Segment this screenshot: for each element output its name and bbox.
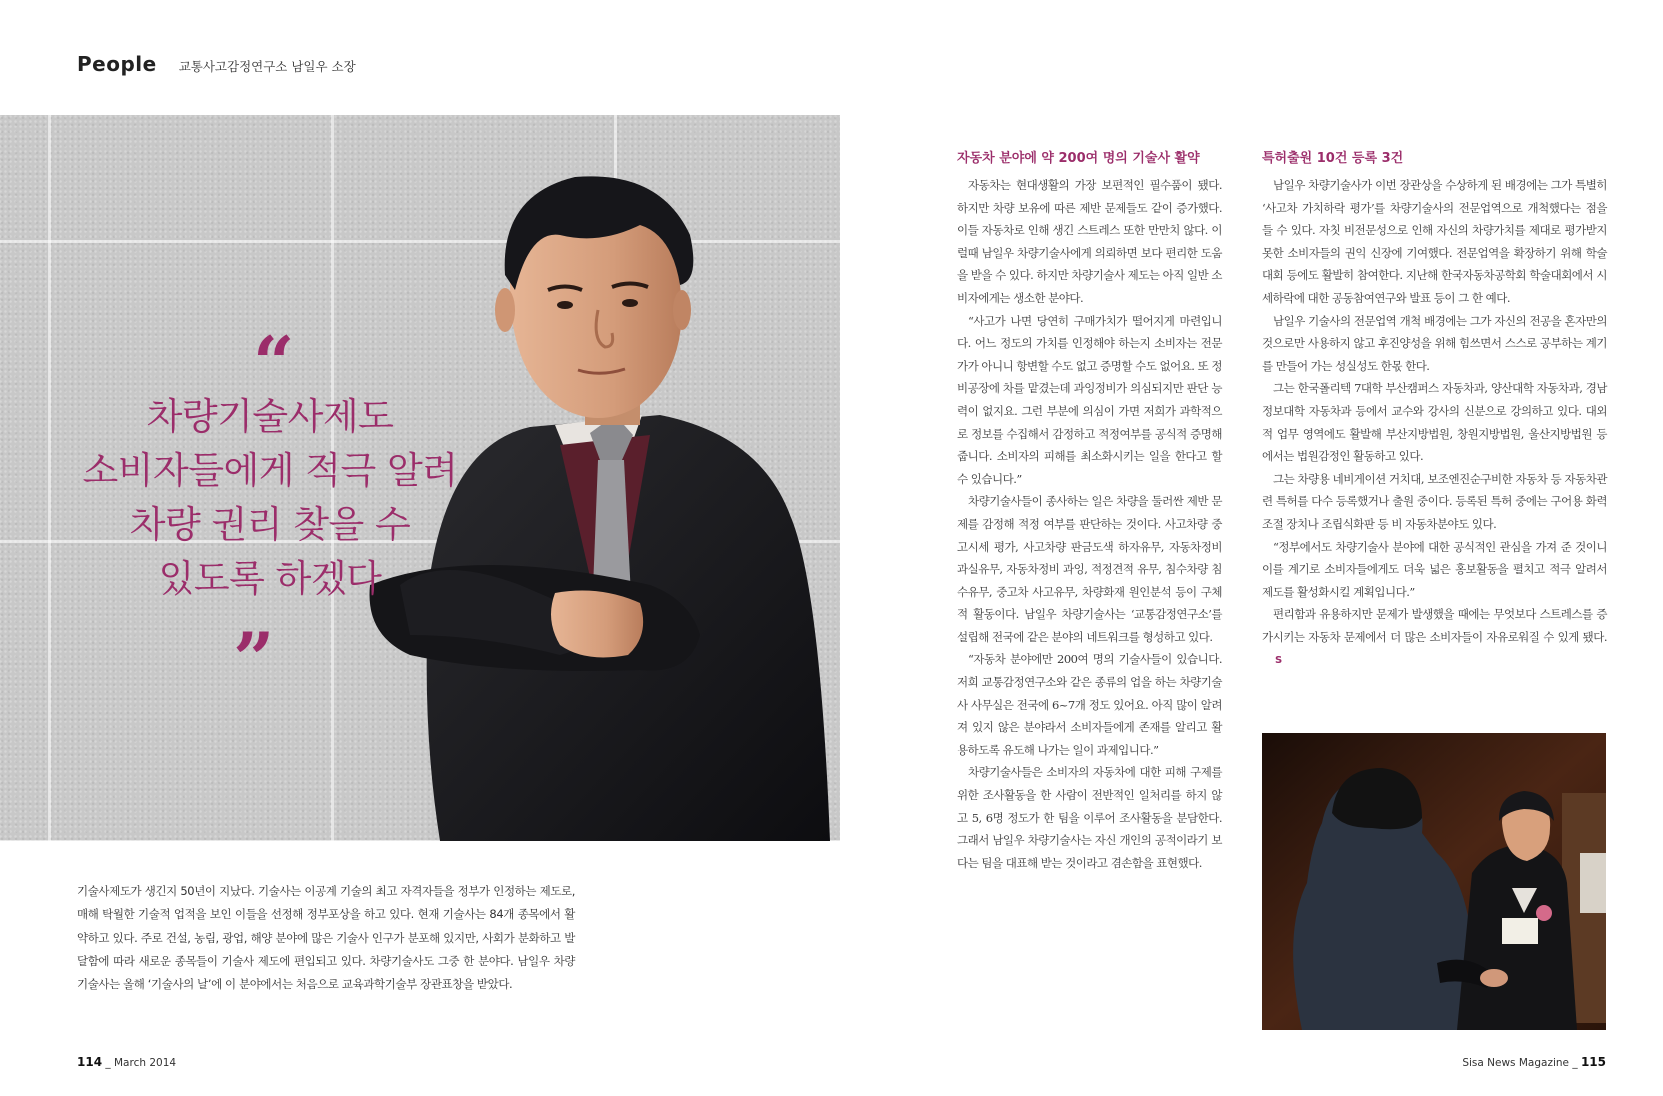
article-paragraph: 남일우 기술사의 전문업역 개척 배경에는 그가 자신의 전공을 혼자만의 것으로만 사용하지 않고 후진양성을 위해 힘쓰면서 스스로 공부하는 계기를 만들어 가는 성실성도 한몫 한다. bbox=[1262, 313, 1607, 373]
pull-quote bbox=[60, 390, 480, 606]
article-paragraph: 그는 차량용 네비게이션 거치대, 보조엔진순구비한 자동차 등 자동차관련 특허를 다수 등록했거나 출원 중이다. 등록된 특허 중에는 구어용 화력조절 장치나 조립식화판 등 비 자동차분야도 있다. bbox=[1262, 471, 1607, 531]
column-heading: 자동차 분야에 약 200여 명의 기술사 활약 bbox=[957, 151, 1200, 166]
article-column-1 bbox=[957, 150, 1222, 874]
page-header bbox=[77, 52, 356, 76]
pull-quote-line: 소비자들에게 적극 알려 bbox=[82, 449, 458, 492]
award-photo-illustration bbox=[1262, 733, 1606, 1030]
article-paragraph-text: 편리함과 유용하지만 문제가 발생했을 때에는 무엇보다 스트레스를 증가시키는 자동차 문제에서 더 많은 소비자들이 자유로워질 수 있게 됐다. bbox=[1262, 607, 1607, 644]
article-paragraph: 차량기술사들은 소비자의 자동차에 대한 피해 구제를 위한 조사활동을 한 사람이 전반적인 일처리를 하지 않고 5, 6명 정도가 한 팀을 이루어 조사활동을 분담한다. 그래서 남일우 차량기술사는 자신 개인의 공적이라기 보다는 팀을 대표해 받는 것이라고 겸손함을 표현했다. bbox=[957, 765, 1222, 870]
pull-quote-line: 차량 권리 찾을 수 bbox=[129, 503, 411, 546]
footer-left-text: _ March 2014 bbox=[105, 1057, 177, 1069]
article-paragraph: 차량기술사들이 종사하는 일은 차량을 둘러싼 제반 문제를 감정해 적정 여부를 판단하는 것이다. 사고차량 중고시세 평가, 사고차량 판금도색 하자유무, 자동차정비 과실유무, 자동차정비 과잉, 적정견적 유무, 침수차량 침수유무, 중고차 사고유무, 차량화재 원인분석 등이 구체적 활동이다. 남일우 차량기술사는 ‘교통감정연구소’를 설립해 전국에 같은 분야의 네트워크를 형성하고 있다. bbox=[957, 494, 1222, 644]
pull-quote-line: 차량기술사제도 bbox=[146, 395, 394, 438]
page-number-right: 115 bbox=[1580, 1055, 1606, 1069]
award-ceremony-photo bbox=[1262, 733, 1606, 1030]
footer-right-text: Sisa News Magazine _ bbox=[1462, 1057, 1578, 1069]
article-column-2 bbox=[1262, 150, 1607, 673]
article-paragraph: 남일우 차량기술사가 이번 장관상을 수상하게 된 배경에는 그가 특별히 ‘사고차 가치하락 평가’를 차량기술사의 전문업역으로 개척했다는 점을 들 수 있다. 자칫 비전문성으로 인해 자신의 차량가치를 제대로 평가받지 못한 소비자들의 권익 신장에 기여했다. 전문업역을 확장하기 위해 학술대회 등에도 활발히 참여한다. 지난해 한국자동차공학회 학술대회에서 시세하락에 대한 공동참여연구와 발표 등이 그 한 예다. bbox=[1262, 178, 1607, 305]
header-subtitle: 교통사고감정연구소 남일우 소장 bbox=[178, 59, 356, 74]
footer-left bbox=[77, 1055, 176, 1069]
article-paragraph: 그는 한국폴리텍 7대학 부산캠퍼스 자동차과, 양산대학 자동차과, 경남정보대학 자동차과 등에서 교수와 강사의 신분으로 강의하고 있다. 대외적 업무 영역에도 활발해 부산지방법원, 창원지방법원, 울산지방법원 등에서는 법원감정인 활동하고 있다. bbox=[1262, 381, 1607, 464]
end-mark-icon: S bbox=[1275, 655, 1282, 667]
section-label: People bbox=[77, 52, 157, 76]
article-paragraph-last bbox=[1262, 603, 1607, 673]
page-number-left: 114 bbox=[77, 1055, 103, 1069]
quote-close-mark: ” bbox=[233, 616, 275, 701]
quote-open-mark: “ bbox=[253, 320, 295, 405]
article-paragraph: “사고가 나면 당연히 구매가치가 떨어지게 마련입니다. 어느 정도의 가치를 인정해야 하는지 소비자는 전문가가 아니니 항변할 수도 없고 증명할 수도 없어요. 또 정비공장에 차를 맡겼는데 과잉정비가 의심되지만 판단 능력이 없지요. 그런 부분에 의심이 가면 저희가 과학적으로 정보를 수집해서 감정하고 적정여부를 공식적 증명해 줍니다. 소비자의 피해를 최소화시키는 일을 한다고 할 수 있습니다.” bbox=[957, 313, 1222, 486]
article-paragraph: “자동차 분야에만 200여 명의 기술사들이 있습니다. 저희 교통감정연구소와 같은 종류의 업을 하는 차량기술사 사무실은 전국에 6~7개 정도 있어요. 아직 많이 알려져 있지 않은 분야라서 소비자들에게 존재를 알리고 활용하도록 유도해 나가는 일이 과제입니다.” bbox=[957, 652, 1222, 757]
intro-paragraph: 기술사제도가 생긴지 50년이 지났다. 기술사는 이공계 기술의 최고 자격자들을 정부가 인정하는 제도로, 매해 탁월한 기술적 업적을 보인 이들을 선정해 정부포상을 하고 있다. 현재 기술사는 84개 종목에서 활약하고 있다. 주로 건설, 농림, 광업, 해양 분야에 많은 기술사 인구가 분포해 있지만, 사회가 분화하고 발달함에 따라 새로운 종목들이 기술사 제도에 편입되고 있다. 차량기술사도 그중 한 분야다. 남일우 차량기술사는 올해 ‘기술사의 날’에 이 분야에서는 처음으로 교육과학기술부 장관표창을 받았다. bbox=[77, 884, 575, 992]
article-paragraph: 자동차는 현대생활의 가장 보편적인 필수품이 됐다. 하지만 차량 보유에 따른 제반 문제들도 같이 증가했다. 이들 자동차로 인해 생긴 스트레스 또한 만만치 않다. 이럴때 남일우 차량기술사에게 의뢰하면 보다 편리한 도움을 받을 수 있다. 하지만 차량기술사 제도는 아직 일반 소비자에게는 생소한 분야다. bbox=[957, 178, 1222, 305]
article-paragraph: “정부에서도 차량기술사 분야에 대한 공식적인 관심을 가져 준 것이니 이를 계기로 소비자들에게도 더욱 넓은 홍보활동을 펼치고 적극 알려서 제도를 활성화시킬 계획입니다.” bbox=[1262, 539, 1607, 599]
column-heading: 특허출원 10건 등록 3건 bbox=[1262, 151, 1404, 166]
pull-quote-line: 있도록 하겠다 bbox=[158, 557, 382, 600]
hero-portrait-image bbox=[0, 115, 840, 841]
footer-right bbox=[1462, 1055, 1606, 1069]
